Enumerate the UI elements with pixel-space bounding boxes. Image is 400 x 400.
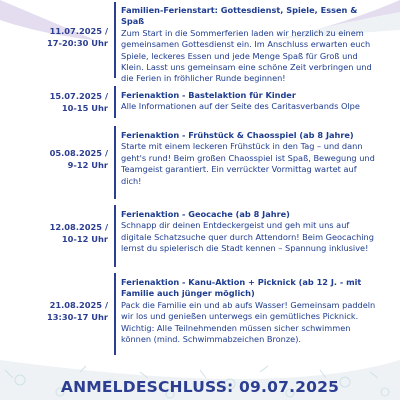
event-description: Zum Start in die Sommerferien laden wir herzlich zu einem gemeinsamen Gottesdienst ein. Im Anschluss erwarten euch Spiele, leckeres Essen und jede Menge Spaß für Groß und Klein. Lasst uns gemeinsam eine schöne Zeit verbringen und die Ferien in fröhlicher Runde beginnen!: [121, 27, 372, 84]
event-time: 17-20:30 Uhr: [46, 37, 108, 48]
event-date-block: [0, 26, 108, 49]
event-time: 10-12 Uhr: [61, 233, 108, 244]
event-description: Starte mit einem leckeren Frühstück in den Tag – und dann geht's rund! Beim großen Chaosspiel ist Spaß, Bewegung und Teamgeist garantiert. Ein verrückter Vormittag wartet auf dich!: [121, 141, 375, 186]
event-divider-line: [114, 2, 116, 78]
event-time: 10-15 Uhr: [61, 102, 108, 113]
event-date-block: [0, 148, 108, 171]
event-divider-line: [114, 86, 116, 118]
event-content: [121, 5, 377, 85]
event-divider-line: [114, 205, 116, 267]
event-divider-line: [114, 126, 116, 199]
event-title: Ferienaktion - Kanu-Aktion + Picknick (ab 12 J. - mit Familie auch jünger möglich): [121, 277, 362, 299]
event-date: 05.08.2025 /: [49, 148, 108, 158]
event-content: [121, 130, 377, 187]
event-date: 15.07.2025 /: [49, 91, 108, 101]
event-date: 12.08.2025 /: [49, 222, 108, 232]
event-content: [121, 90, 377, 113]
event-date-block: [0, 300, 108, 323]
event-date-block: [0, 222, 108, 245]
event-description: Schnapp dir deinen Entdeckergeist und geh mit uns auf digitale Schatzsuche quer durch Attendorn! Beim Geocaching lernst du spielerisch die Stadt kennen – Spannung inklusive!: [121, 220, 374, 254]
event-title: Ferienaktion - Frühstück & Chaosspiel (ab 8 Jahre): [121, 130, 354, 140]
event-date: 21.08.2025 /: [49, 300, 108, 310]
event-date: 11.07.2025 /: [49, 26, 108, 36]
event-title: Ferienaktion - Bastelaktion für Kinder: [121, 90, 296, 100]
event-title: Familien-Ferienstart: Gottesdienst, Spiele, Essen & Spaß: [121, 5, 358, 27]
event-time: 9-12 Uhr: [67, 159, 108, 170]
event-time: 13:30-17 Uhr: [46, 311, 108, 322]
event-title: Ferienaktion - Geocache (ab 8 Jahre): [121, 209, 290, 219]
registration-deadline: ANMELDESCHLUSS: 09.07.2025: [60, 378, 340, 396]
event-content: [121, 277, 377, 345]
event-divider-line: [114, 273, 116, 355]
event-description: Alle Informationen auf der Seite des Caritasverbands Olpe: [121, 101, 360, 112]
event-content: [121, 209, 377, 255]
event-description: Pack die Familie ein und ab aufs Wasser! Gemeinsam paddeln wir los und genießen unterwegs ein gemütliches Picknick. Wichtig: Alle Teilnehmenden müssen sicher schwimmen können (mind. Schwimmabzeichen Bronze).: [121, 299, 376, 345]
event-date-block: [0, 91, 108, 114]
